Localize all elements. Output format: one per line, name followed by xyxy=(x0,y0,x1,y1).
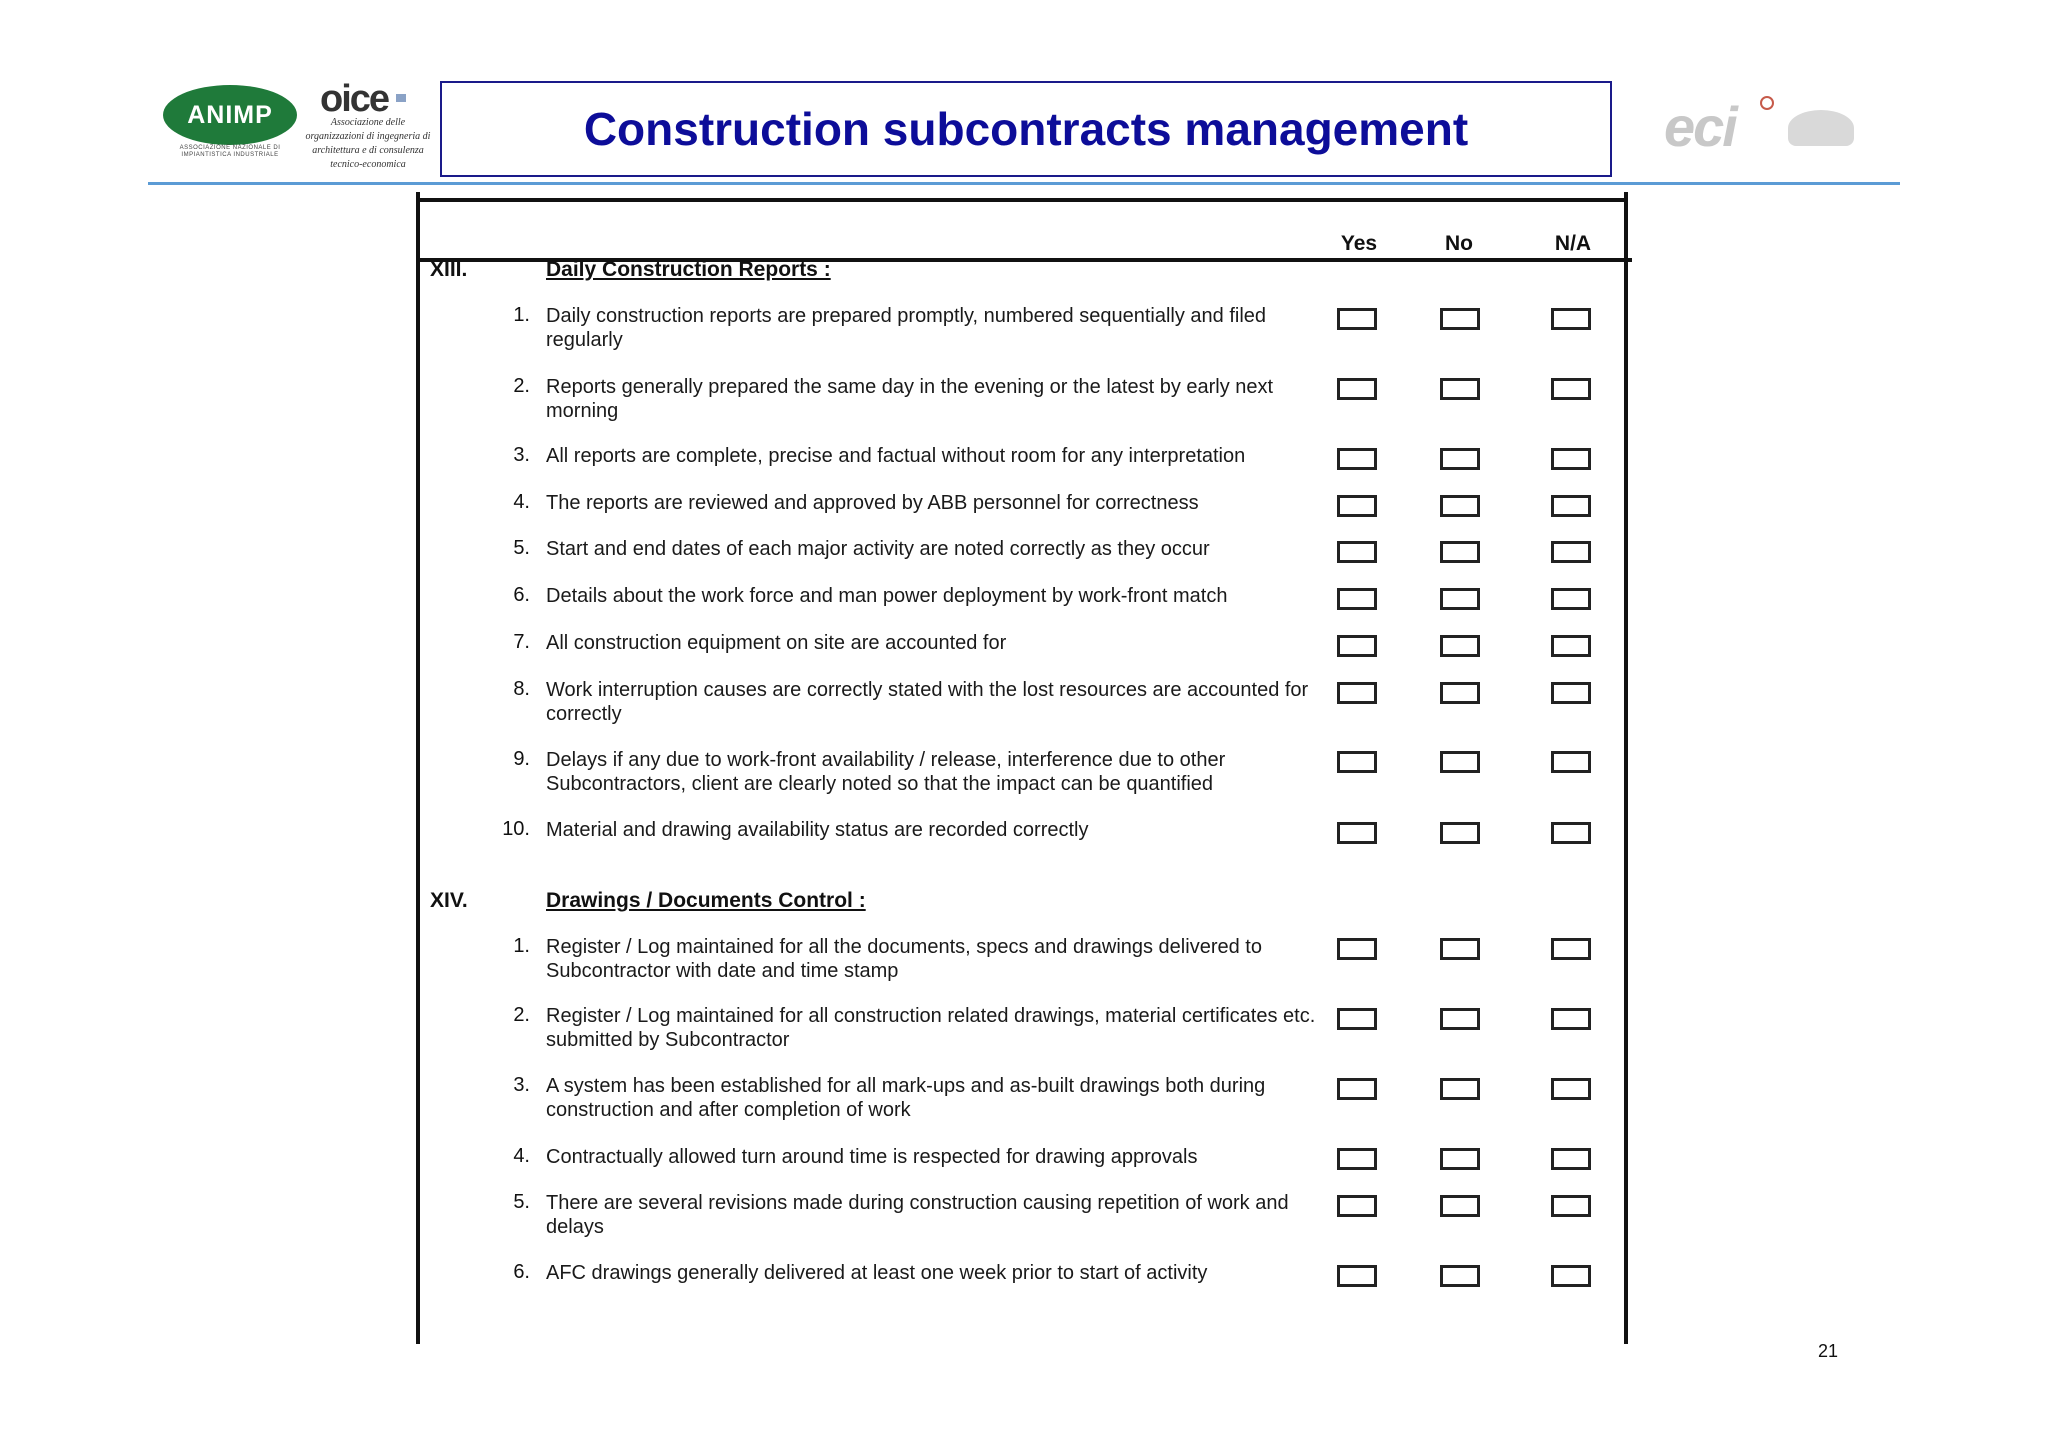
checkbox-no[interactable] xyxy=(1440,448,1480,470)
checkbox-no[interactable] xyxy=(1440,682,1480,704)
item-text: A system has been established for all mark-ups and as-built drawings both during construction and after completion of work xyxy=(546,1075,1266,1121)
header-divider xyxy=(148,182,1900,185)
item-number: 4. xyxy=(513,1145,530,1167)
item-number: 3. xyxy=(513,444,530,466)
item-number: 5. xyxy=(513,537,530,559)
checkbox-no[interactable] xyxy=(1440,1148,1480,1170)
item-number: 3. xyxy=(513,1074,530,1096)
item-text: Details about the work force and man power deployment by work-front match xyxy=(546,585,1228,607)
eci-logo-dot xyxy=(1760,96,1774,110)
checkbox-yes[interactable] xyxy=(1337,541,1377,563)
checkbox-no[interactable] xyxy=(1440,635,1480,657)
document-right-border xyxy=(1624,192,1628,1344)
checkbox-na[interactable] xyxy=(1551,1195,1591,1217)
checkbox-yes[interactable] xyxy=(1337,588,1377,610)
checkbox-yes[interactable] xyxy=(1337,751,1377,773)
oice-logo-subtitle: Associazione delle organizzazioni di ingegneria di architettura e di consulenza tecnico-economica xyxy=(305,117,431,170)
item-number: 10. xyxy=(502,818,530,840)
document-top-border xyxy=(416,198,1628,202)
item-text: AFC drawings generally delivered at least one week prior to start of activity xyxy=(546,1262,1208,1284)
checkbox-yes[interactable] xyxy=(1337,308,1377,330)
item-text: Reports generally prepared the same day in the evening or the latest by early next morning xyxy=(546,376,1274,422)
checkbox-na[interactable] xyxy=(1551,495,1591,517)
column-header-yes: Yes xyxy=(1340,232,1378,255)
checkbox-yes[interactable] xyxy=(1337,822,1377,844)
page-title: Construction subcontracts management xyxy=(583,103,1469,155)
checkbox-yes[interactable] xyxy=(1337,1195,1377,1217)
item-number: 9. xyxy=(513,748,530,770)
checkbox-yes[interactable] xyxy=(1337,495,1377,517)
checkbox-na[interactable] xyxy=(1551,751,1591,773)
checkbox-no[interactable] xyxy=(1440,1195,1480,1217)
section-title: Drawings / Documents Control : xyxy=(546,889,866,912)
column-header-na: N/A xyxy=(1554,232,1592,255)
item-number: 6. xyxy=(513,584,530,606)
section-number: XIV. xyxy=(430,889,468,912)
checkbox-yes[interactable] xyxy=(1337,938,1377,960)
checkbox-na[interactable] xyxy=(1551,938,1591,960)
animp-logo xyxy=(163,85,297,145)
item-text: Register / Log maintained for all construction related drawings, material certificates etc. submitted by Subcontractor xyxy=(546,1005,1316,1051)
item-number: 2. xyxy=(513,1004,530,1026)
item-text: There are several revisions made during construction causing repetition of work and delays xyxy=(546,1192,1289,1238)
item-text: The reports are reviewed and approved by ABB personnel for correctness xyxy=(546,492,1199,514)
checkbox-no[interactable] xyxy=(1440,938,1480,960)
checkbox-na[interactable] xyxy=(1551,541,1591,563)
checkbox-na[interactable] xyxy=(1551,682,1591,704)
checkbox-na[interactable] xyxy=(1551,308,1591,330)
checkbox-no[interactable] xyxy=(1440,495,1480,517)
checkbox-yes[interactable] xyxy=(1337,1008,1377,1030)
animp-logo-text: ANIMP xyxy=(187,100,273,129)
item-number: 2. xyxy=(513,375,530,397)
item-number: 6. xyxy=(513,1261,530,1283)
checkbox-na[interactable] xyxy=(1551,822,1591,844)
page-number: 21 xyxy=(1818,1341,1839,1361)
checkbox-na[interactable] xyxy=(1551,588,1591,610)
item-text: Material and drawing availability status are recorded correctly xyxy=(546,819,1089,841)
checkbox-no[interactable] xyxy=(1440,308,1480,330)
checkbox-yes[interactable] xyxy=(1337,635,1377,657)
checkbox-na[interactable] xyxy=(1551,635,1591,657)
oice-logo: oice xyxy=(320,78,389,120)
checkbox-yes[interactable] xyxy=(1337,1078,1377,1100)
column-header-no: No xyxy=(1445,232,1473,255)
checkbox-yes[interactable] xyxy=(1337,682,1377,704)
checkbox-na[interactable] xyxy=(1551,378,1591,400)
item-text: All reports are complete, precise and factual without room for any interpretation xyxy=(546,445,1246,467)
item-text: Contractually allowed turn around time is respected for drawing approvals xyxy=(546,1146,1198,1168)
item-number: 1. xyxy=(513,304,530,326)
checkbox-yes[interactable] xyxy=(1337,1148,1377,1170)
checkbox-na[interactable] xyxy=(1551,1008,1591,1030)
checkbox-na[interactable] xyxy=(1551,1148,1591,1170)
item-text: Work interruption causes are correctly stated with the lost resources are accounted for correctly xyxy=(546,679,1309,725)
item-text: Start and end dates of each major activity are noted correctly as they occur xyxy=(546,538,1210,560)
eci-logo: eci xyxy=(1664,95,1736,158)
checkbox-yes[interactable] xyxy=(1337,378,1377,400)
checkbox-no[interactable] xyxy=(1440,541,1480,563)
item-number: 1. xyxy=(513,935,530,957)
item-number: 7. xyxy=(513,631,530,653)
checkbox-na[interactable] xyxy=(1551,448,1591,470)
checkbox-no[interactable] xyxy=(1440,1265,1480,1287)
checkbox-yes[interactable] xyxy=(1337,448,1377,470)
checkbox-no[interactable] xyxy=(1440,378,1480,400)
item-number: 4. xyxy=(513,491,530,513)
animp-logo-subtitle: ASSOCIAZIONE NAZIONALE DI IMPIANTISTICA INDUSTRIALE xyxy=(179,145,281,158)
item-text: Register / Log maintained for all the documents, specs and drawings delivered to Subcontractor with date and time stamp xyxy=(546,936,1262,982)
item-text: All construction equipment on site are accounted for xyxy=(546,632,1007,654)
section-title: Daily Construction Reports : xyxy=(546,258,831,281)
checkbox-no[interactable] xyxy=(1440,588,1480,610)
checkbox-no[interactable] xyxy=(1440,1008,1480,1030)
checkbox-na[interactable] xyxy=(1551,1265,1591,1287)
checkbox-yes[interactable] xyxy=(1337,1265,1377,1287)
checkbox-no[interactable] xyxy=(1440,751,1480,773)
section-number: XIII. xyxy=(430,258,468,281)
eci-globe-icon xyxy=(1788,110,1854,146)
checkbox-na[interactable] xyxy=(1551,1078,1591,1100)
item-text: Delays if any due to work-front availability / release, interference due to other Subcontractors, client are clearly noted so that the impact can be quantified xyxy=(546,749,1226,795)
document-left-border xyxy=(416,192,420,1344)
item-text: Daily construction reports are prepared promptly, numbered sequentially and filed regularly xyxy=(546,305,1267,351)
item-number: 5. xyxy=(513,1191,530,1213)
checkbox-no[interactable] xyxy=(1440,822,1480,844)
title-box xyxy=(440,81,1612,177)
checkbox-no[interactable] xyxy=(1440,1078,1480,1100)
item-number: 8. xyxy=(513,678,530,700)
